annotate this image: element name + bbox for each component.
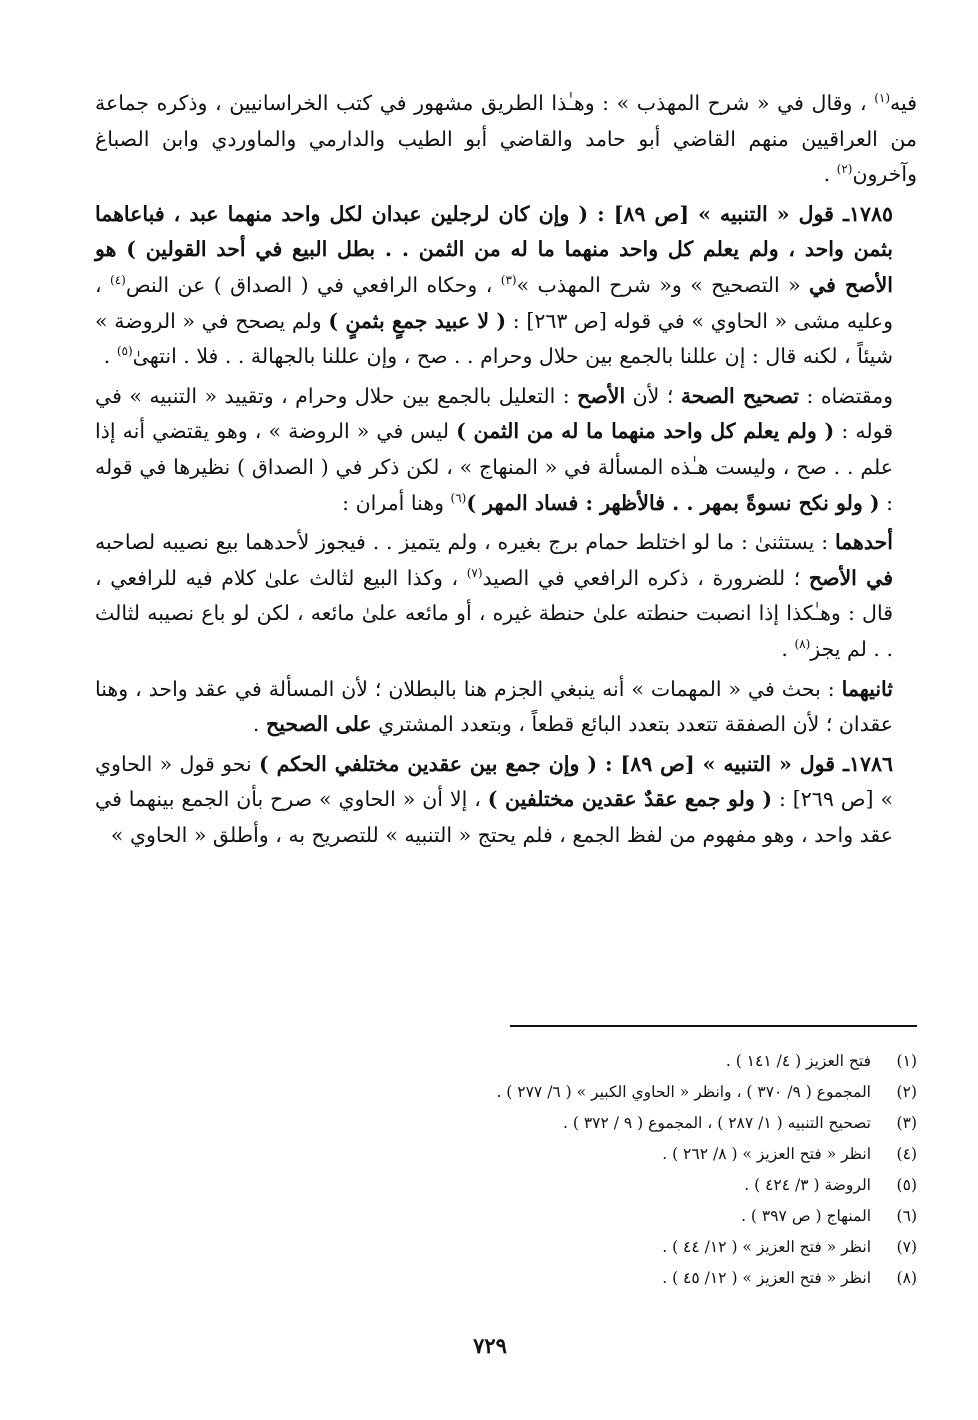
text-run: . — [252, 712, 266, 737]
text-run: ومقتضاه : — [798, 383, 894, 408]
text-run: ؛ للضرورة ، ذكره الرافعي في الصيد — [482, 565, 809, 590]
footnote — [300, 1170, 917, 1201]
text-run: : بحث في « المهمات » أنه ينبغي الجزم هنا بالبطلان ؛ لأن المسألة في عقد واحد ، وهنا عقدان ؛ لأن الصفقة تتعدد بتعدد البائع قطعاً ، وبتعدد المشتري — [95, 676, 893, 737]
footnote — [300, 1263, 917, 1294]
footnote-ref: (٨) — [794, 637, 811, 652]
footnote-ref: (٣) — [500, 273, 517, 288]
footnote-ref: (١) — [874, 91, 891, 106]
text-run: ، وقال في « شرح المهذب » : وهـٰذا الطريق مشهور في كتب الخراسانيين ، وذكره جماعة من العراقيين منهم القاضي أبو حامد والقاضي أبو الطيب والدارمي والماوردي وابن الصباغ وآخرون — [95, 91, 917, 187]
footnote-separator — [510, 1025, 917, 1027]
text-run: وهنا أمران : — [342, 490, 451, 515]
main-text — [95, 86, 917, 857]
footnote-ref: (٦) — [450, 490, 467, 505]
footnote-number: (٤) — [896, 1145, 917, 1163]
footnote — [300, 1046, 917, 1077]
footnote-text: فتح العزيز ( ٤/ ١٤١ ) . — [725, 1052, 871, 1070]
footnote-text: انظر « فتح العزيز » ( ١٢/ ٤٤ ) . — [662, 1238, 871, 1256]
text-run: : التعليل بالجمع بين حلال وحرام ، وتقييد « التنبيه » في قوله : — [95, 383, 893, 444]
bold-text: الأصح — [577, 383, 626, 408]
paragraph — [95, 747, 917, 854]
bold-text: ١٧٨٦ـ قول « التنبيه » [ص ٨٩] : — [597, 751, 893, 776]
bold-text: ( ولو نكح نسوةً بمهر . . فالأظهر : فساد المهر ) — [466, 490, 880, 515]
footnote-number: (٦) — [896, 1207, 917, 1225]
footnote-number: (٧) — [896, 1238, 917, 1256]
text-run: « التصحيح » و« شرح المهذب » — [516, 272, 810, 297]
footnote-text: الروضة ( ٣/ ٤٢٤ ) . — [744, 1176, 871, 1194]
bold-text: ( لا عبيد جمعٍ بثمنٍ ) — [328, 308, 507, 333]
footnote-text: انظر « فتح العزيز » ( ٨/ ٢٦٢ ) . — [662, 1145, 871, 1163]
footnote-ref: (٧) — [466, 565, 483, 580]
text-run: ، إلا أن « الحاوي » صرح بأن الجمع بينهما في عقد واحد ، وهو مفهوم من لفظ الجمع ، فلم يحتج « التنبيه » للتصريح به ، وأطلق « الحاوي » — [95, 787, 893, 847]
text-run: ، وعليه مشى « الحاوي » في قوله [ص ٢٦٣] : — [95, 272, 893, 333]
footnote-text: تصحيح التنبيه ( ١/ ٢٨٧ ) ، المجموع ( ٩ / ٣٧٢ ) . — [563, 1114, 871, 1132]
bold-text: تصحيح الصحة — [680, 383, 799, 408]
paragraph — [95, 672, 917, 743]
bold-text: ( وإن كان لرجلين عبدان لكل واحد منهما عبد ، فباعاهما بثمن واحد ، ولم يعلم كل واحد منهما ما له من الثمن . . بطل البيع في أحد القولين ) هو الأصح في — [95, 201, 893, 297]
footnote — [300, 1077, 917, 1108]
text-run: ، وكذا البيع لثالث علىٰ كلام فيه للرافعي ، قال : وهـٰكذا إذا انصبت حنطته علىٰ حنطة غيره ، أو مائعه علىٰ مائعه ، لكن لو باع نصيبه لثالث . . لم يجز — [95, 565, 893, 661]
footnote-text: المجموع ( ٩/ ٣٧٠ ) ، وانظر « الحاوي الكبير » ( ٦/ ٢٧٧ ) . — [496, 1083, 871, 1101]
bold-text: ( ولم يعلم كل واحد منهما ما له من الثمن ) — [456, 419, 835, 444]
footnote-number: (٢) — [896, 1083, 917, 1101]
bold-text: في الأصح — [808, 565, 893, 590]
bold-text: ( وإن جمع بين عقدين مختلفي الحكم ) — [259, 751, 598, 776]
text-run: ، وحكاه الرافعي في ( الصداق ) عن النص — [125, 272, 501, 297]
footnote — [300, 1139, 917, 1170]
bold-text: على الصحيح — [265, 712, 372, 737]
text-run: ليس في « الروضة » ، وهو يقتضي أنه إذا علم . . صح ، وليست هـٰذه المسألة في « المنهاج » ، لكن ذكر في ( الصداق ) نظيرها في قوله : — [95, 419, 893, 515]
page-number: ٧٢٩ — [473, 1333, 507, 1358]
text-run: ؛ لأن — [625, 383, 681, 408]
bold-text: ١٧٨٥ـ قول « التنبيه » [ص ٨٩] : — [588, 201, 893, 226]
footnote — [300, 1108, 917, 1139]
footnote-number: (١) — [896, 1052, 917, 1070]
bold-text: أحدهما — [834, 530, 893, 555]
footnote-ref: (٢) — [836, 162, 853, 177]
footnote — [300, 1232, 917, 1263]
text-run: . — [103, 344, 117, 369]
text-run: نحو قول « الحاوي » [ص ٢٦٩] : — [95, 751, 894, 812]
bold-text: ثانيهما — [841, 676, 893, 701]
paragraph — [95, 197, 917, 375]
footnote-ref: (٥) — [116, 344, 133, 359]
footnote-number: (٣) — [896, 1114, 917, 1132]
footnote-text: المنهاج ( ص ٣٩٧ ) . — [741, 1207, 871, 1225]
paragraph — [95, 525, 917, 667]
text-run: . — [781, 636, 795, 661]
text-run: ولم يصحح في « الروضة » شيئاً ، لكنه قال : إن عللنا بالجمع بين حلال وحرام . . صح ، وإن عللنا بالجهالة . . فلا . انتهىٰ — [95, 308, 893, 369]
footnotes — [300, 1046, 917, 1294]
paragraph — [95, 86, 917, 193]
footnote — [300, 1201, 917, 1232]
footnote-ref: (٤) — [110, 273, 126, 288]
footnote-text: انظر « فتح العزيز » ( ١٢/ ٤٥ ) . — [662, 1269, 871, 1287]
paragraph — [95, 379, 917, 521]
footnote-number: (٥) — [896, 1176, 917, 1194]
bold-text: ( ولو جمع عقدٌ عقدين مختلفين ) — [487, 787, 773, 812]
text-run: . — [823, 162, 837, 187]
text-run: : يستثنىٰ : ما لو اختلط حمام برج بغيره ، ولم يتميز . . فيجوز لأحدهما بيع نصيبه لصاحبه — [95, 530, 835, 555]
footnote-number: (٨) — [896, 1269, 917, 1287]
text-run: فيه — [890, 91, 917, 115]
